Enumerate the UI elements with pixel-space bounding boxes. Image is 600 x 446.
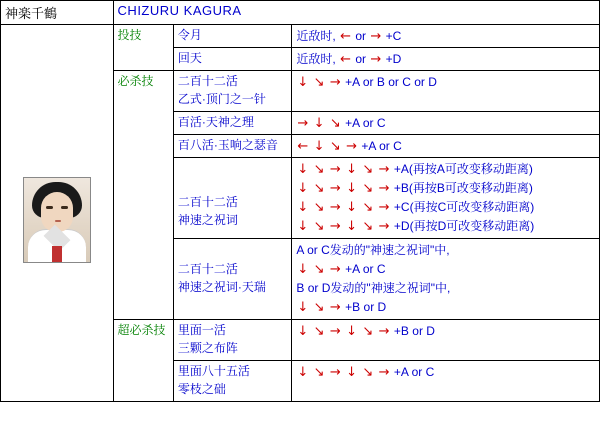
arrow-right-icon: →: [329, 181, 341, 197]
cmd-or: or: [355, 29, 367, 43]
arrow-downright-icon: ↘: [362, 365, 374, 381]
move-name-212-otsushiki: [173, 71, 292, 112]
arrow-right-icon: →: [346, 139, 358, 155]
cmd-suffix-bd: +B or D: [345, 300, 387, 314]
move-name-line-1: 二百十二活: [177, 262, 238, 276]
arrow-down-icon: ↓: [346, 365, 358, 381]
arrow-downright-icon: ↘: [313, 75, 325, 91]
arrow-down-icon: ↓: [346, 162, 358, 178]
arrow-left-icon: ←: [340, 29, 352, 45]
move-name-tenzui: [173, 239, 292, 320]
arrow-down-icon: ↓: [313, 116, 325, 132]
move-name-line-2: 乙式·顶门之一针: [177, 92, 266, 106]
arrow-downright-icon: ↘: [313, 200, 325, 216]
move-name-line-1: 二百十二活: [177, 74, 238, 88]
arrow-down-icon: ↓: [297, 324, 309, 340]
arrow-down-icon: ↓: [313, 139, 325, 155]
move-command-reishi-no-ishizue: [292, 361, 600, 402]
cmd-variant-c: [296, 198, 595, 217]
move-name-108katsu: 百八活·玉响之瑟音: [173, 135, 292, 158]
arrow-right-icon: →: [329, 219, 341, 235]
cmd-variant-d: [296, 217, 595, 236]
table-row-throw-1: [1, 25, 600, 48]
arrow-down-icon: ↓: [297, 181, 309, 197]
character-name-en: CHIZURU KAGURA: [113, 1, 599, 25]
portrait-wrap: [5, 27, 109, 263]
arrow-right-icon: →: [378, 365, 390, 381]
cmd-suffix-c: +C(再按C可改变移动距离): [393, 200, 535, 214]
arrow-down-icon: ↓: [297, 365, 309, 381]
table-row-header: [1, 1, 600, 25]
arrow-downright-icon: ↘: [313, 300, 325, 316]
arrow-down-icon: ↓: [297, 200, 309, 216]
arrow-right-icon: →: [329, 75, 341, 91]
arrow-downright-icon: ↘: [313, 162, 325, 178]
cmd-prefix: 近敌时,: [296, 52, 336, 66]
arrow-down-icon: ↓: [297, 300, 309, 316]
move-command-reigetsu: [292, 25, 600, 48]
portrait-eye-left: [46, 206, 53, 209]
move-command-kaiten: [292, 48, 600, 71]
move-command-hyakkatsu: [292, 112, 600, 135]
arrow-left-icon: ←: [297, 139, 309, 155]
move-name-line-2: 神速之祝词: [177, 213, 238, 227]
cmd-suffix: +A or B or C or D: [345, 75, 437, 89]
move-name-shinsoku-norito: [173, 158, 292, 239]
cmd-or: or: [355, 52, 367, 66]
move-name-line-2: 零枝之础: [177, 382, 226, 396]
cmd-suffix: +D: [385, 52, 402, 66]
category-special: 必杀技: [113, 71, 173, 320]
arrow-downright-icon: ↘: [362, 200, 374, 216]
arrow-downright-icon: ↘: [362, 219, 374, 235]
category-throw: 投技: [113, 25, 173, 71]
cmd-prefix: 近敌时,: [296, 29, 336, 43]
arrow-right-icon: →: [329, 200, 341, 216]
arrow-right-icon: →: [378, 200, 390, 216]
arrow-down-icon: ↓: [297, 162, 309, 178]
move-name-hyakkatsu: 百活·天神之理: [173, 112, 292, 135]
cmd-suffix: +A or C: [345, 116, 386, 130]
cmd-variant-a: [296, 160, 595, 179]
cmd-variant-bd: [296, 298, 595, 317]
move-name-reishi-no-ishizue: [173, 361, 292, 402]
move-name-line-1: 里面一活: [177, 323, 226, 337]
cmd-suffix-ac: +A or C: [345, 262, 386, 276]
arrow-downright-icon: ↘: [329, 116, 341, 132]
move-name-line-2: 神速之祝词·天瑞: [177, 280, 266, 294]
arrow-downright-icon: ↘: [362, 162, 374, 178]
arrow-right-icon: →: [329, 262, 341, 278]
cmd-suffix: +C: [385, 29, 402, 43]
portrait-mouth: [55, 220, 61, 222]
arrow-downright-icon: ↘: [329, 139, 341, 155]
arrow-down-icon: ↓: [297, 219, 309, 235]
arrow-right-icon: →: [370, 29, 382, 45]
arrow-right-icon: →: [378, 219, 390, 235]
arrow-down-icon: ↓: [346, 219, 358, 235]
move-name-kaiten: 回天: [173, 48, 292, 71]
arrow-left-icon: ←: [340, 52, 352, 68]
portrait-eye-right: [61, 206, 68, 209]
cmd-note-bd: B or D发动的"神速之祝词"中,: [296, 281, 451, 295]
move-name-sanka-nofujin: [173, 320, 292, 361]
cmd-suffix-b: +B(再按B可改变移动距离): [393, 181, 533, 195]
move-name-line-2: 三颗之布阵: [177, 341, 238, 355]
arrow-right-icon: →: [378, 162, 390, 178]
move-command-sanka-nofujin: [292, 320, 600, 361]
cmd-suffix: +B or D: [393, 324, 435, 338]
arrow-downright-icon: ↘: [313, 324, 325, 340]
arrow-downright-icon: ↘: [362, 324, 374, 340]
portrait-cell: [1, 25, 114, 402]
arrow-downright-icon: ↘: [313, 262, 325, 278]
cmd-note-ac: A or C发动的"神速之祝词"中,: [296, 243, 450, 257]
move-command-tenzui: [292, 239, 600, 320]
arrow-right-icon: →: [378, 181, 390, 197]
cmd-suffix-a: +A(再按A可改变移动距离): [393, 162, 533, 176]
arrow-right-icon: →: [329, 324, 341, 340]
arrow-right-icon: →: [329, 365, 341, 381]
arrow-downright-icon: ↘: [313, 181, 325, 197]
move-name-reigetsu: 令月: [173, 25, 292, 48]
arrow-down-icon: ↓: [346, 181, 358, 197]
category-super: 超必杀技: [113, 320, 173, 402]
move-name-line-1: 里面八十五活: [177, 364, 250, 378]
portrait-accent: [52, 246, 62, 262]
arrow-right-icon: →: [378, 324, 390, 340]
move-name-line-1: 二百十二活: [177, 195, 238, 209]
arrow-down-icon: ↓: [297, 262, 309, 278]
move-command-shinsoku-norito: [292, 158, 600, 239]
arrow-right-icon: →: [370, 52, 382, 68]
move-command-108katsu: [292, 135, 600, 158]
arrow-down-icon: ↓: [346, 324, 358, 340]
arrow-right-icon: →: [329, 300, 341, 316]
cmd-suffix: +A or C: [361, 139, 402, 153]
character-name-jp: 神楽千鶴: [1, 1, 114, 25]
arrow-down-icon: ↓: [346, 200, 358, 216]
cmd-suffix-d: +D(再按D可改变移动距离): [393, 219, 535, 233]
cmd-suffix: +A or C: [393, 365, 435, 379]
arrow-right-icon: →: [329, 162, 341, 178]
arrow-downright-icon: ↘: [362, 181, 374, 197]
character-portrait: [23, 177, 91, 263]
cmd-variant-b: [296, 179, 595, 198]
arrow-downright-icon: ↘: [313, 365, 325, 381]
arrow-right-icon: →: [297, 116, 309, 132]
arrow-down-icon: ↓: [297, 75, 309, 91]
move-command-212-otsushiki: [292, 71, 600, 112]
arrow-downright-icon: ↘: [313, 219, 325, 235]
cmd-variant-ac: [296, 260, 595, 279]
